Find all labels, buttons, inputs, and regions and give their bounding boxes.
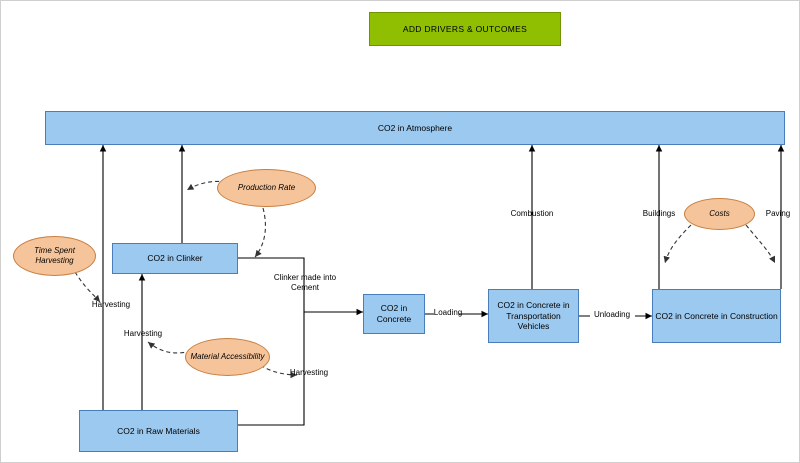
flow-label-loading: Loading [433, 308, 463, 317]
stock-co2-in-atmosphere[interactable] [45, 111, 785, 145]
driver-label: Time Spent Harvesting [34, 246, 75, 265]
stock-co2-in-concrete-in-construction[interactable] [652, 289, 781, 343]
stock-label: CO2 in Concrete in Construction [655, 310, 778, 321]
flow-label-harvesting-2: Harvesting [123, 329, 163, 338]
banner-label: ADD DRIVERS & OUTCOMES [402, 23, 528, 34]
flow-label-unloading: Unloading [593, 310, 631, 319]
stock-co2-in-transportation-vehicles[interactable] [488, 289, 579, 343]
flow-label-harvesting-3: Harvesting [289, 368, 329, 377]
flow-label-clinker-made-into-cement: Clinker made into Cement [273, 273, 337, 292]
driver-label: Material Accessibility [190, 352, 265, 361]
flow-label-combustion: Combustion [510, 209, 554, 218]
stock-label: CO2 in Concrete [376, 303, 412, 324]
driver-material-accessibility[interactable] [185, 338, 270, 376]
driver-costs[interactable] [684, 198, 755, 230]
stock-label: CO2 in Concrete in Transportation Vehicles [497, 300, 570, 332]
connector-layer [1, 1, 800, 463]
stock-label: CO2 in Clinker [147, 253, 203, 264]
stock-label: CO2 in Atmosphere [377, 122, 453, 133]
flow-label-harvesting-1: Harvesting [91, 300, 131, 309]
stock-co2-in-clinker[interactable] [112, 243, 238, 274]
driver-time-spent-harvesting[interactable] [13, 236, 96, 276]
driver-production-rate[interactable] [217, 169, 316, 207]
flow-label-paving: Paving [765, 209, 791, 218]
driver-label: Production Rate [237, 183, 296, 192]
stock-label: CO2 in Raw Materials [117, 425, 200, 436]
stock-co2-in-raw-materials[interactable] [79, 410, 238, 452]
flow-label-buildings: Buildings [642, 209, 676, 218]
driver-label: Costs [709, 209, 730, 218]
add-drivers-outcomes-banner[interactable] [369, 12, 561, 46]
stock-co2-in-concrete[interactable] [363, 294, 425, 334]
